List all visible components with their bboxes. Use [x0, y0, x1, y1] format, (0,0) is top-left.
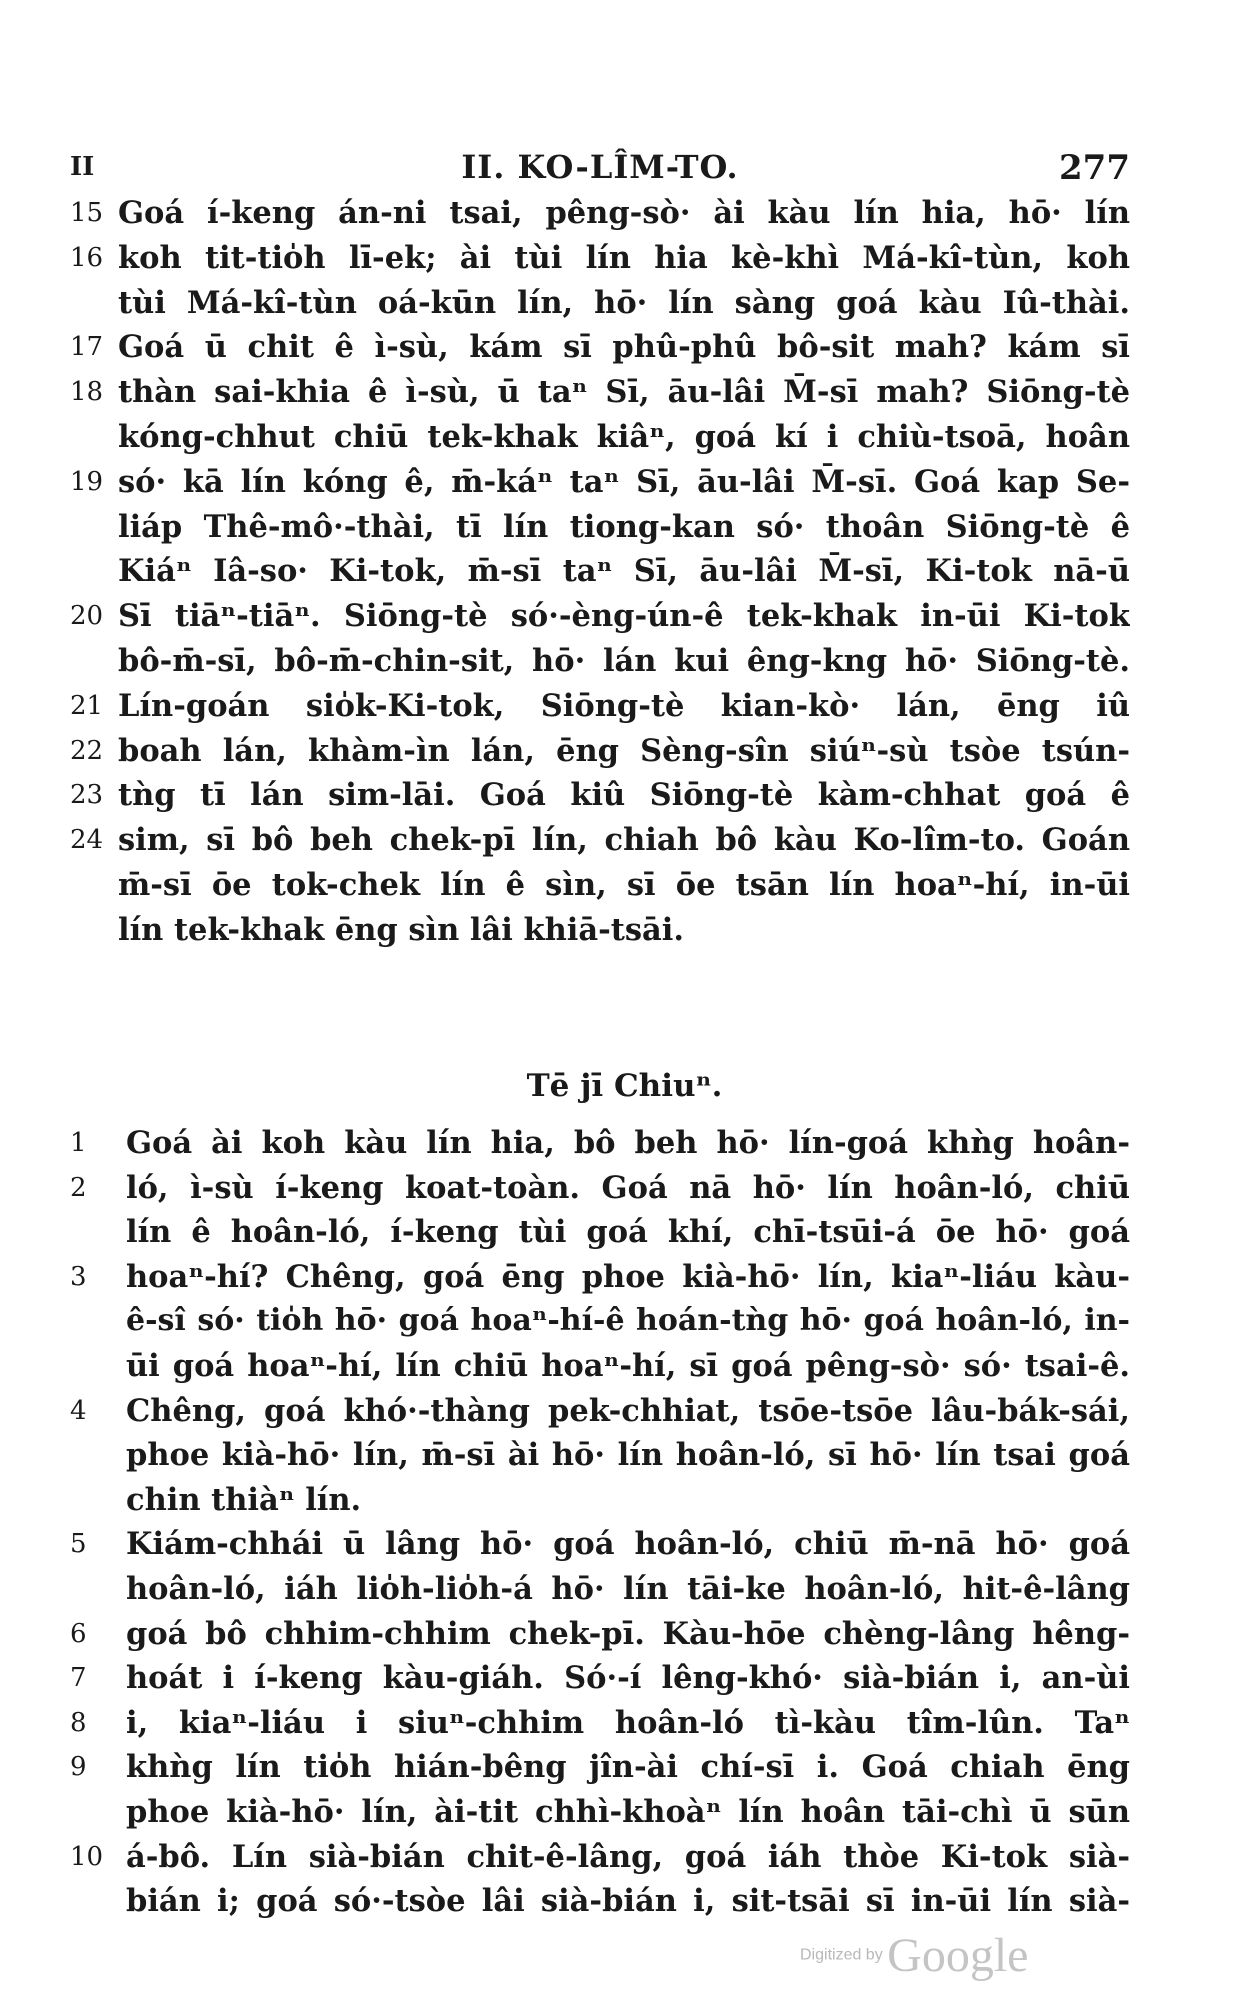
- line-text: lín ê hoân-ló, í-keng tùi goá khí, chī-tsūi-á ōe hō· goá: [126, 1214, 1130, 1251]
- text-line: [70, 1389, 1130, 1434]
- text-line: [70, 1612, 1130, 1657]
- running-header: [70, 148, 1130, 188]
- verse-number: 8: [70, 1707, 87, 1738]
- line-text: koh tit-tio̍h lī-ek; ài tùi lín hia kè-khì Má-kî-tùn, koh: [118, 239, 1130, 276]
- header-title: II. KO-LÎM-TO.: [461, 148, 739, 186]
- text-line: [70, 325, 1130, 370]
- text-line: [70, 370, 1130, 415]
- line-text: thàn sai-khia ê ì-sù, ū taⁿ Sī, āu-lâi M̄-sī mah? Siōng-tè: [118, 374, 1130, 411]
- text-line: [70, 1478, 1130, 1523]
- text-line: [70, 908, 1130, 953]
- chapter-two-text: [70, 1121, 1130, 1924]
- text-line: [70, 1433, 1130, 1478]
- line-text: goá bô chhim-chhim chek-pī. Kàu-hōe chèng-lâng hêng-: [126, 1615, 1130, 1652]
- digitized-watermark: [800, 1928, 1029, 1982]
- text-line: [70, 1835, 1130, 1880]
- text-line: [70, 639, 1130, 684]
- line-text: khǹg lín tio̍h hián-bêng jîn-ài chí-sī i. Goá chiah ēng: [126, 1749, 1130, 1786]
- line-text: chin thiàⁿ lín.: [126, 1481, 362, 1518]
- text-line: [70, 415, 1130, 460]
- text-line: [70, 594, 1130, 639]
- line-text: Kiám-chhái ū lâng hō· goá hoân-ló, chiū m̄-nā hō· goá: [126, 1526, 1130, 1563]
- line-text: hoaⁿ-hí? Chêng, goá ēng phoe kià-hō· lín, kiaⁿ-liáu kàu-: [126, 1258, 1130, 1295]
- verse-number: 5: [70, 1529, 87, 1560]
- line-text: liáp Thê-mô·-thài, tī lín tiong-kan só· thoân Siōng-tè ê: [118, 508, 1130, 545]
- text-line: [70, 1745, 1130, 1790]
- text-line: [70, 863, 1130, 908]
- text-line: [70, 773, 1130, 818]
- line-text: phoe kià-hō· lín, m̄-sī ài hō· lín hoân-ló, sī hō· lín tsai goá: [126, 1437, 1130, 1474]
- line-text: Kiáⁿ Iâ-so· Ki-tok, m̄-sī taⁿ Sī, āu-lâi M̄-sī, Ki-tok nā-ū: [118, 553, 1130, 590]
- verse-number: 21: [70, 690, 104, 721]
- line-text: hoát i í-keng kàu-giáh. Só·-í lêng-khó· sià-bián i, an-ùi: [126, 1660, 1130, 1697]
- text-line: [70, 236, 1130, 281]
- text-line: [70, 1255, 1130, 1300]
- line-text: ê-sî só· tio̍h hō· goá hoaⁿ-hí-ê hoán-tǹg hō· goá hoân-ló, in-: [126, 1303, 1130, 1339]
- text-line: [70, 1879, 1130, 1924]
- text-line: [70, 1299, 1130, 1344]
- line-text: boah lán, khàm-ìn lán, ēng Sèng-sîn siúⁿ-sù tsòe tsún-: [118, 732, 1130, 769]
- header-section-mark: II: [70, 152, 95, 182]
- google-logo-text: Google: [887, 1929, 1029, 1982]
- verse-number: 22: [70, 735, 104, 766]
- verse-number: 7: [70, 1663, 87, 1694]
- text-line: [70, 1701, 1130, 1746]
- text-line: [70, 1790, 1130, 1835]
- line-text: tǹg tī lán sim-lāi. Goá kiû Siōng-tè kàm-chhat goá ê: [118, 777, 1130, 814]
- text-line: [70, 1567, 1130, 1612]
- verse-number: 23: [70, 780, 104, 811]
- verse-number: 17: [70, 332, 104, 363]
- verse-number: 15: [70, 198, 104, 228]
- line-text: sim, sī bô beh chek-pī lín, chiah bô kàu Ko-lîm-to. Goán: [118, 822, 1130, 859]
- text-line: [70, 281, 1130, 326]
- line-text: tùi Má-kî-tùn oá-kūn lín, hō· lín sàng goá kàu Iû-thài.: [118, 284, 1130, 321]
- text-line: [70, 1121, 1130, 1166]
- digitized-label: Digitized by: [800, 1946, 883, 1964]
- line-text: Chêng, goá khó·-thàng pek-chhiat, tsōe-tsōe lâu-bák-sái,: [126, 1392, 1130, 1429]
- verse-number: 6: [70, 1618, 87, 1649]
- line-text: m̄-sī ōe tok-chek lín ê sìn, sī ōe tsān lín hoaⁿ-hí, in-ūi: [118, 866, 1130, 903]
- text-line: [70, 729, 1130, 774]
- verse-number: 10: [70, 1841, 104, 1872]
- line-text: ló, ì-sù í-keng koat-toàn. Goá nā hō· lín hoân-ló, chiū: [126, 1169, 1130, 1206]
- verse-number: 2: [70, 1172, 87, 1203]
- verse-number: 18: [70, 377, 104, 408]
- line-text: á-bô. Lín sià-bián chit-ê-lâng, goá iáh thòe Ki-tok sià-: [126, 1838, 1130, 1875]
- line-text: Goá ài koh kàu lín hia, bô beh hō· lín-goá khǹg hoân-: [126, 1125, 1130, 1161]
- text-line: [70, 460, 1130, 505]
- text-line: [70, 1344, 1130, 1389]
- verse-number: 16: [70, 242, 104, 273]
- page-number: 277: [1059, 148, 1130, 188]
- text-line: [70, 1166, 1130, 1211]
- line-text: Sī tiāⁿ-tiāⁿ. Siōng-tè só·-èng-ún-ê tek-khak in-ūi Ki-tok: [118, 598, 1130, 635]
- text-line: [70, 549, 1130, 594]
- verse-number: 1: [70, 1128, 87, 1158]
- line-text: Goá ū chit ê ì-sù, kám sī phû-phû bô-sit mah? kám sī: [118, 329, 1130, 366]
- line-text: bián i; goá só·-tsòe lâi sià-bián i, sit-tsāi sī in-ūi lín sià-: [126, 1883, 1130, 1920]
- verse-number: 20: [70, 601, 104, 632]
- verse-number: 24: [70, 825, 104, 856]
- text-line: [70, 191, 1130, 236]
- line-text: bô-m̄-sī, bô-m̄-chin-sit, hō· lán kui êng-kng hō· Siōng-tè.: [118, 642, 1130, 679]
- line-text: phoe kià-hō· lín, ài-tit chhì-khoàⁿ lín hoân tāi-chì ū sūn: [126, 1793, 1130, 1830]
- text-line: [70, 1522, 1130, 1567]
- verse-number: 19: [70, 466, 104, 497]
- line-text: lín tek-khak ēng sìn lâi khiā-tsāi.: [118, 911, 685, 948]
- line-text: hoân-ló, iáh lio̍h-lio̍h-á hō· lín tāi-ke hoân-ló, hit-ê-lâng: [126, 1570, 1130, 1607]
- text-line: [70, 818, 1130, 863]
- line-text: ūi goá hoaⁿ-hí, lín chiū hoaⁿ-hí, sī goá pêng-sò· só· tsai-ê.: [126, 1347, 1130, 1384]
- line-text: Goá í-keng án-ni tsai, pêng-sò· ài kàu lín hia, hō· lín: [118, 195, 1130, 231]
- line-text: kóng-chhut chiū tek-khak kiâⁿ, goá kí i chiù-tsoā, hoân: [118, 418, 1130, 455]
- verse-number: 9: [70, 1752, 87, 1783]
- text-line: [70, 505, 1130, 550]
- line-text: só· kā lín kóng ê, m̄-káⁿ taⁿ Sī, āu-lâi M̄-sī. Goá kap Se-: [118, 463, 1130, 500]
- chapter-one-ending: [70, 191, 1130, 953]
- line-text: Lín-goán sio̍k-Ki-tok, Siōng-tè kian-kò· lán, ēng iû: [118, 687, 1130, 724]
- text-line: [70, 684, 1130, 729]
- line-text: i, kiaⁿ-liáu i siuⁿ-chhim hoân-ló tì-kàu tîm-lûn. Taⁿ: [126, 1704, 1130, 1741]
- chapter-heading: Tē jī Chiuⁿ.: [526, 1068, 723, 1104]
- verse-number: 3: [70, 1261, 87, 1292]
- text-line: [70, 1210, 1130, 1255]
- verse-number: 4: [70, 1395, 87, 1426]
- text-line: [70, 1656, 1130, 1701]
